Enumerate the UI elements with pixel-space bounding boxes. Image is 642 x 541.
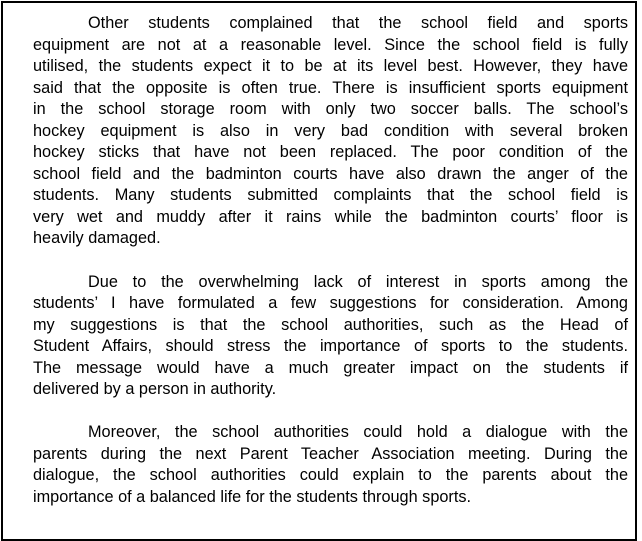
paragraph-pta-dialogue: [33, 422, 628, 508]
text-line: heavily damaged.: [33, 229, 161, 248]
document-frame: [1, 1, 637, 541]
text-line: importance of a balanced life for the students through sports.: [33, 488, 472, 507]
text-line: equipment are not at a reasonable level. Since the school field is fully: [33, 35, 628, 54]
text-line: The message would have a much greater impact on the students if: [33, 358, 628, 377]
text-line: in the school storage room with only two soccer balls. The school’s: [33, 100, 628, 119]
text-line: dialogue, the school authorities could explain to the parents about the: [33, 466, 628, 485]
paragraph-facilities-complaints: [33, 13, 628, 250]
text-line: hockey sticks that have not been replaced. The poor condition of the: [33, 143, 628, 162]
text-line: my suggestions is that the school authorities, such as the Head of: [33, 315, 628, 334]
document-body: [33, 13, 628, 530]
text-line: Due to the overwhelming lack of interest in sports among the: [88, 272, 628, 291]
text-line: said that the opposite is often true. There is insufficient sports equipment: [33, 78, 628, 97]
text-line: parents during the next Parent Teacher Association meeting. During the: [33, 444, 628, 463]
text-line: students’ I have formulated a few suggestions for consideration. Among: [33, 294, 628, 313]
text-line: Other students complained that the school field and sports: [88, 14, 628, 32]
paragraph-suggestions: [33, 272, 628, 401]
text-line: utilised, the students expect it to be at its level best. However, they have: [33, 57, 628, 76]
text-line: very wet and muddy after it rains while the badminton courts’ floor is: [33, 207, 628, 226]
text-line: Student Affairs, should stress the importance of sports to the students.: [33, 337, 628, 356]
text-line: Moreover, the school authorities could hold a dialogue with the: [88, 423, 628, 442]
text-line: delivered by a person in authority.: [33, 380, 277, 399]
text-line: school field and the badminton courts have also drawn the anger of the: [33, 164, 628, 183]
text-line: students. Many students submitted complaints that the school field is: [33, 186, 628, 205]
text-line: hockey equipment is also in very bad condition with several broken: [33, 121, 628, 140]
